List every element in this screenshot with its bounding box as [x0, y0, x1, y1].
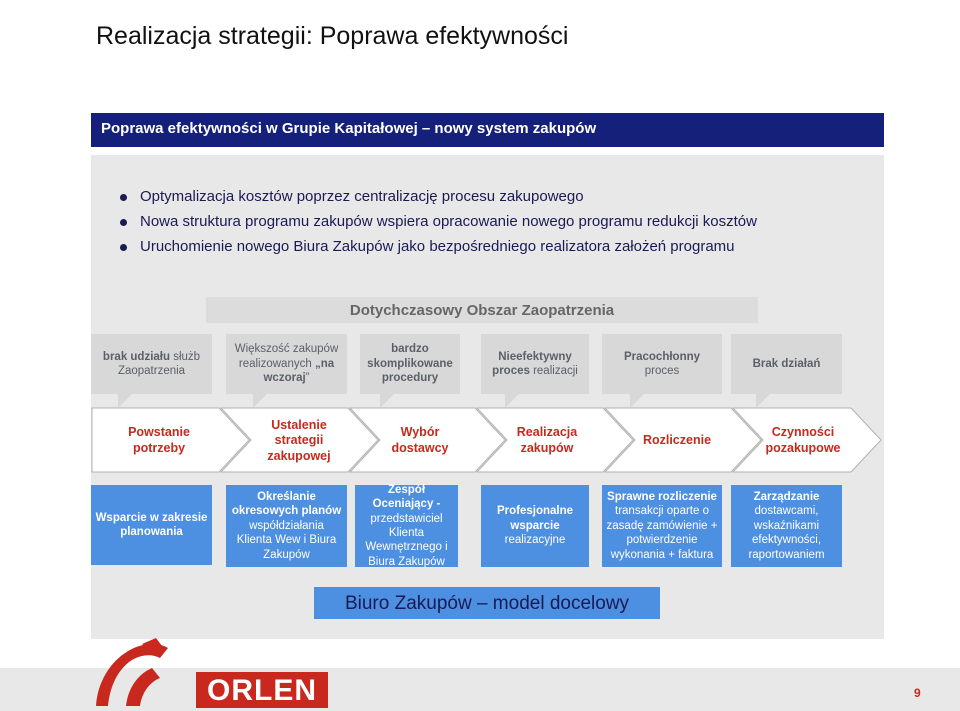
target-state-box: Zespół Oceniający - przedstawiciel Klienta Wewnętrznego i Biura Zakupów [355, 485, 458, 567]
target-state-box: Wsparcie w zakresie planowania [91, 485, 212, 565]
orlen-logo-text: ORLEN [196, 672, 328, 708]
process-step-label: Powstanie potrzeby [128, 425, 190, 455]
process-step-label: Wybór dostawcy [391, 425, 449, 455]
target-state-box: Zarządzanie dostawcami, wskaźnikami efektywności, raportowaniem [731, 485, 842, 567]
bullet-list [118, 188, 757, 263]
target-model-label: Biuro Zakupów – model docelowy [314, 587, 660, 619]
bullet-item: Nowa struktura programu zakupów wspiera opracowanie nowego programu redukcji kosztów [118, 213, 757, 238]
process-step-label: Ustalenie strategii zakupowej [267, 417, 331, 463]
current-area-header: Dotychczasowy Obszar Zaopatrzenia [206, 297, 758, 323]
problem-callout: bardzo skomplikowane procedury [360, 334, 460, 394]
slide-title: Realizacja strategii: Poprawa efektywności [96, 22, 569, 50]
bullet-dot-icon [120, 194, 127, 201]
section-banner: Poprawa efektywności w Grupie Kapitałowej – nowy system zakupów [91, 113, 884, 147]
bullet-dot-icon [120, 244, 127, 251]
bullet-item: Uruchomienie nowego Biura Zakupów jako bezpośredniego realizatora założeń programu [118, 238, 757, 263]
problem-callout: brak udziału służb Zaopatrzenia [91, 334, 212, 394]
problem-callout: Pracochłonny proces [602, 334, 722, 394]
target-state-box: Profesjonalne wsparcie realizacyjne [481, 485, 589, 567]
problem-callout: Nieefektywny proces realizacji [481, 334, 589, 394]
page-number: 9 [914, 686, 921, 700]
process-step-label: Rozliczenie [642, 433, 712, 448]
bullet-item: Optymalizacja kosztów poprzez centralizację procesu zakupowego [118, 188, 757, 213]
problem-callout: Większość zakupów realizowanych „na wczoraj” [226, 334, 347, 394]
problem-callout: Brak działań [731, 334, 842, 394]
process-step-label: Czynności pozakupowe [765, 425, 841, 455]
orlen-eagle-logo-icon [90, 636, 170, 711]
target-state-box: Sprawne rozliczenie transakcji oparte o zasadę zamówienie + potwierdzenie wykonania + faktura [602, 485, 722, 567]
target-state-box: Określanie okresowych planów współdziałania Klienta Wew i Biura Zakupów [226, 485, 347, 567]
process-step-label: Realizacja zakupów [516, 425, 578, 455]
bullet-dot-icon [120, 219, 127, 226]
